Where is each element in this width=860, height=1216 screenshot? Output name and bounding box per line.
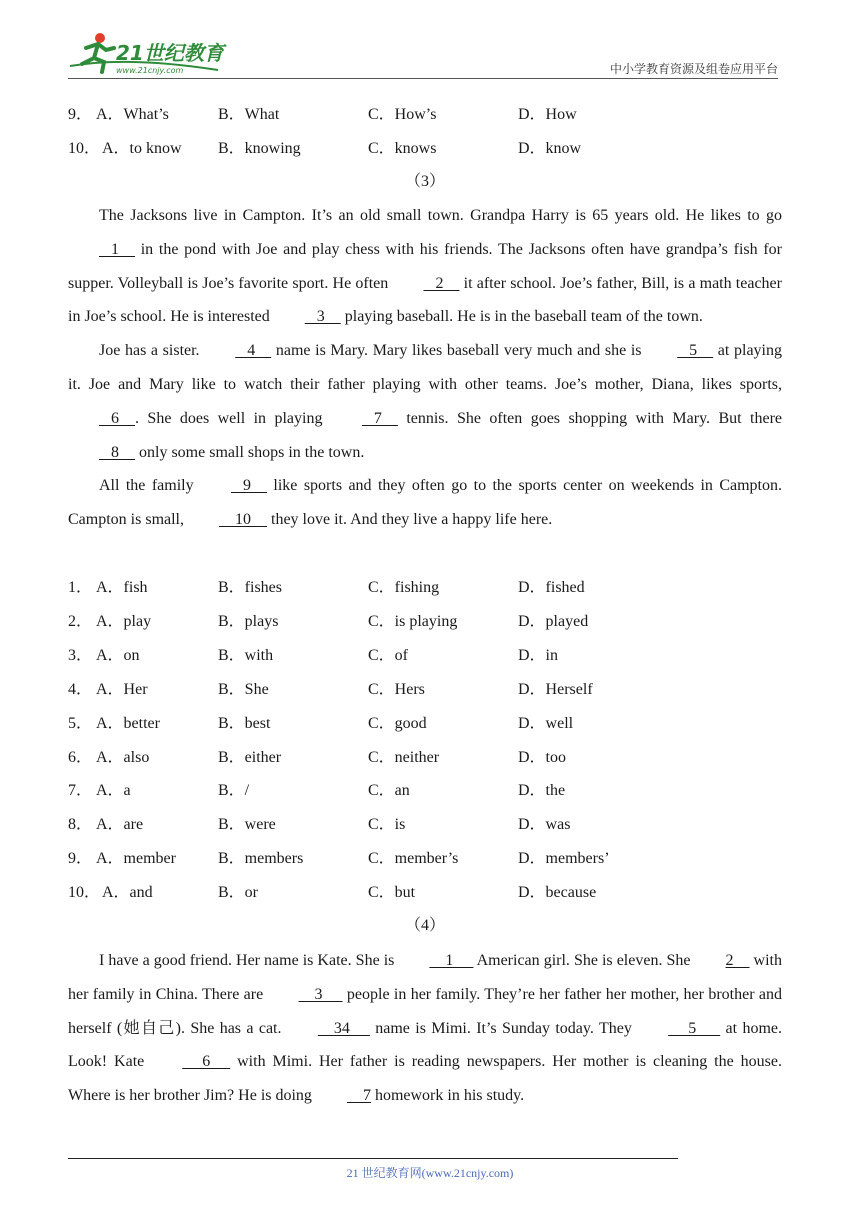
option-b: B．either xyxy=(218,748,282,766)
option-d: D．fished xyxy=(518,579,585,596)
option-c: C．good xyxy=(368,714,427,732)
option-a: A．better xyxy=(96,714,160,732)
question-number: 4． xyxy=(68,680,93,698)
option-b: B．What xyxy=(218,106,280,123)
blank-4: 4 xyxy=(235,342,272,360)
passage-3-paragraph-3: All the family 9 like sports and they often go to the sports center on weekends in Campton. Campton is small, 10 they love it. And they live a happy life here. xyxy=(68,469,782,537)
option-a: A．are xyxy=(96,816,144,834)
blank-5: 5 xyxy=(668,1019,721,1037)
option-b: B．members xyxy=(218,850,304,868)
option-d: D．well xyxy=(518,714,574,732)
question-number: 9． xyxy=(68,106,93,123)
option-a: A．What’s xyxy=(96,106,169,123)
option-b: B．or xyxy=(218,884,259,902)
blank-10: 10 xyxy=(219,511,267,529)
footer-text: 21 世纪教育网(www.21cnjy.com) xyxy=(346,1166,514,1180)
question-number: 9． xyxy=(68,850,93,868)
option-c: C．neither xyxy=(368,748,440,766)
logo-url: www.21cnjy.com xyxy=(116,66,184,75)
option-b: B．were xyxy=(218,816,276,834)
option-d: D．members’ xyxy=(518,850,610,868)
option-c: C．is xyxy=(368,816,406,834)
option-b: B．She xyxy=(218,680,269,698)
option-c: C．is playing xyxy=(368,612,458,630)
blank-1: 1 xyxy=(429,952,474,969)
blank-3: 3 xyxy=(298,985,343,1003)
option-b: B．with xyxy=(218,646,274,664)
option-a: A．on xyxy=(96,646,140,664)
question-number: 10． xyxy=(68,884,101,902)
logo-21-century-education xyxy=(68,30,228,76)
blank-5: 5 xyxy=(677,342,714,360)
option-b: B．plays xyxy=(218,612,279,630)
blank-9: 9 xyxy=(231,477,267,495)
option-d: D．played xyxy=(518,612,589,630)
blank-3: 3 xyxy=(304,308,341,326)
option-d: D．because xyxy=(518,884,597,902)
section-3-label: （3） xyxy=(404,173,445,190)
option-d: D．the xyxy=(518,782,566,800)
passage-3 xyxy=(68,199,782,537)
blank-6: 6 xyxy=(182,1053,231,1071)
option-c: C．knows xyxy=(368,140,437,157)
option-d: D．in xyxy=(518,646,559,664)
option-a: A．member xyxy=(96,850,176,868)
question-number: 5． xyxy=(68,714,93,732)
passage-4-paragraph-1: I have a good friend. Her name is Kate. She is 1 American girl. She is eleven. She 2 with her family in China. There are 3 people in her family. They’re her father her mother, her brother and herself (她自己). She has a cat. 34 name is Mimi. It’s Sunday today. They 5 at home. Look! Kate 6 with Mimi. Her father is reading newspapers. Her mother is cleaning the house. Where is her brother Jim? He is doing 7 homework in his study. xyxy=(68,944,782,1113)
option-c: C．an xyxy=(368,782,410,800)
section-4-label: （4） xyxy=(404,917,445,934)
option-b: B．knowing xyxy=(218,140,301,157)
option-a: A．a xyxy=(96,782,131,800)
blank-8: 8 xyxy=(99,443,135,461)
option-c: C．member’s xyxy=(368,850,459,868)
blank-4: 34 xyxy=(317,1019,370,1037)
question-number: 10． xyxy=(68,140,101,157)
header-divider xyxy=(68,78,778,79)
blank-2: 2 xyxy=(423,274,460,292)
blank-7: 7 xyxy=(361,409,398,427)
option-a: A．to know xyxy=(102,140,182,157)
question-number: 8． xyxy=(68,816,93,834)
option-d: D．How xyxy=(518,106,577,123)
question-number: 3． xyxy=(68,646,93,664)
option-c: C．fishing xyxy=(368,579,440,596)
question-number: 1． xyxy=(68,579,93,596)
passage-4 xyxy=(68,944,782,1113)
question-number: 6． xyxy=(68,748,93,766)
question-number: 2． xyxy=(68,612,93,630)
option-a: A．also xyxy=(96,748,150,766)
logo-text: 21世纪教育 xyxy=(116,41,224,65)
blank-1: 1 xyxy=(99,240,135,258)
option-a: A．play xyxy=(96,612,152,630)
option-d: D．know xyxy=(518,140,582,157)
blank-2: 2 xyxy=(725,952,750,969)
option-c: C．of xyxy=(368,646,409,664)
option-d: D．was xyxy=(518,816,571,834)
option-c: C．Hers xyxy=(368,680,425,698)
blank-6: 6 xyxy=(99,409,135,427)
footer-divider xyxy=(68,1158,678,1159)
option-b: B．fishes xyxy=(218,579,283,596)
option-c: C．but xyxy=(368,884,416,902)
option-c: C．How’s xyxy=(368,106,437,123)
option-d: D．too xyxy=(518,748,567,766)
option-b: B．/ xyxy=(218,782,250,800)
passage-3-paragraph-1: The Jacksons live in Campton. It’s an old small town. Grandpa Harry is 65 years old. He likes to go 1 in the pond with Joe and play chess with his friends. The Jacksons often have grandpa’s fish for supper. Volleyball is Joe’s favorite sport. He often 2 it after school. Joe’s father, Bill, is a math teacher in Joe’s school. He is interested 3 playing baseball. He is in the baseball team of the town. xyxy=(68,199,782,334)
option-a: A．fish xyxy=(96,579,148,596)
option-d: D．Herself xyxy=(518,680,593,698)
blank-7: 7 xyxy=(346,1087,371,1105)
passage-3-paragraph-2: Joe has a sister. 4 name is Mary. Mary likes baseball very much and she is 5 at playing it. Joe and Mary like to watch their father playing with other teams. Joe’s mother, Diana, likes sports, 6 . She does well in playing 7 tennis. She often goes shopping with Mary. But there 8 only some small shops in the town. xyxy=(68,334,782,469)
option-a: A．Her xyxy=(96,680,148,698)
option-a: A．and xyxy=(102,884,153,902)
page-header xyxy=(68,30,778,78)
question-number: 7． xyxy=(68,782,93,800)
platform-name: 中小学教育资源及组卷应用平台 xyxy=(609,62,778,76)
option-b: B．best xyxy=(218,714,271,732)
